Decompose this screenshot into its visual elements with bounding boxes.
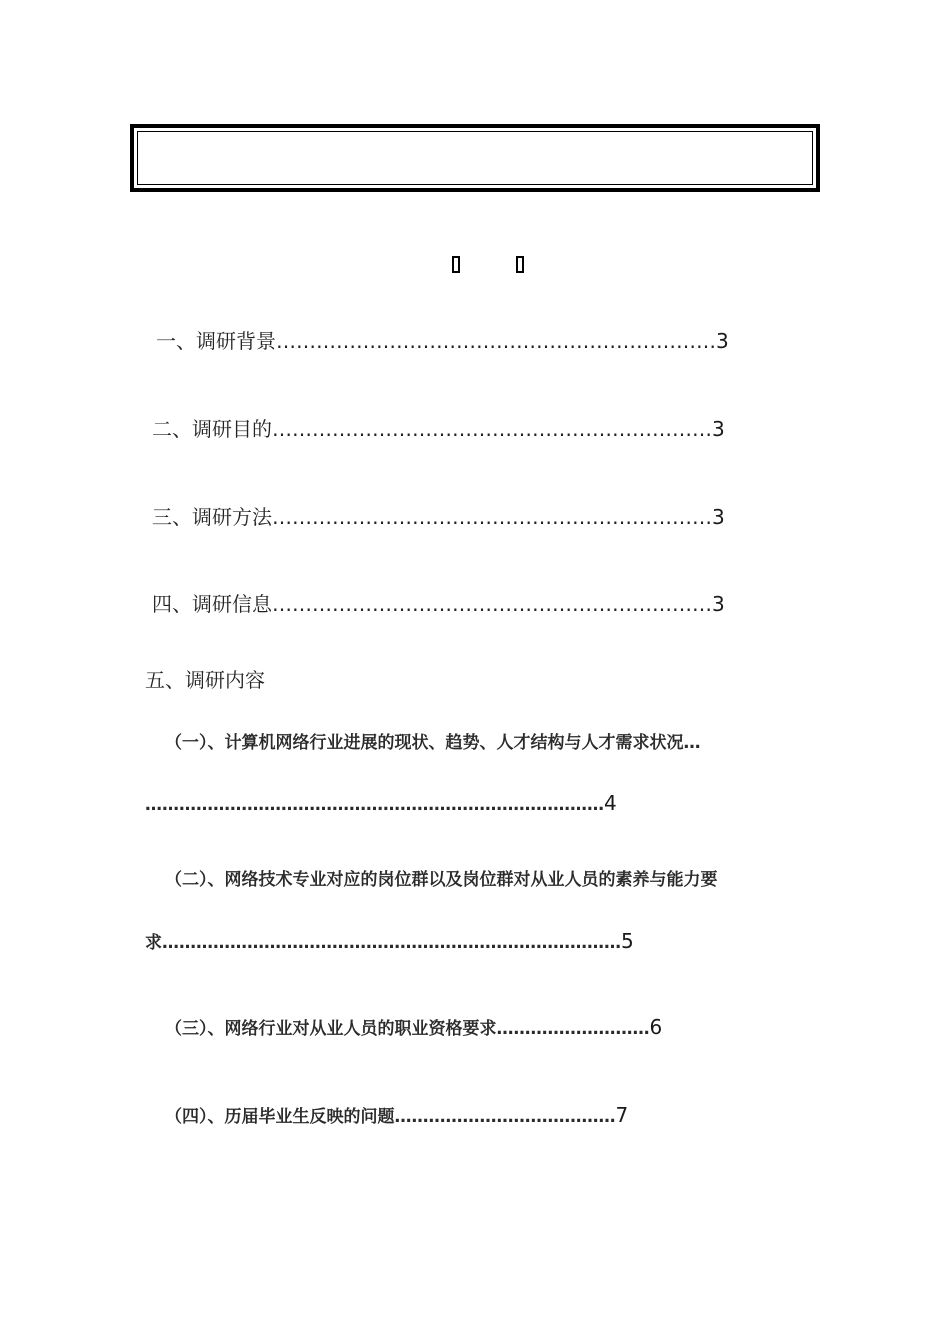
toc-leader-dots: ………………………………………………………………………	[145, 795, 604, 815]
toc-page-number: 3	[716, 329, 729, 353]
toc-page-number: 3	[712, 417, 725, 441]
toc-label: （二）、网络技术专业对应的岗位群以及岗位群对从业人员的素养与能力要	[165, 870, 718, 890]
toc-leader-dots: …………………………………………………………	[272, 592, 712, 616]
title-box	[130, 124, 820, 192]
toc-subitem-4[interactable]	[165, 1102, 628, 1130]
toc-subitem-3[interactable]	[165, 1014, 662, 1042]
toc-page-number: 3	[712, 505, 725, 529]
toc-page-number: 3	[712, 592, 725, 616]
toc-page-number: 6	[649, 1015, 663, 1039]
toc-label: 三、调研方法	[152, 505, 272, 529]
toc-page-number: 5	[621, 929, 634, 953]
toc-label: 五、调研内容	[145, 668, 265, 692]
toc-label: 一、调研背景	[156, 329, 276, 353]
toc-item-content[interactable]	[145, 667, 265, 693]
toc-page-number: 4	[604, 791, 617, 815]
toc-subitem-2-leader[interactable]	[145, 928, 634, 956]
toc-heading	[450, 254, 530, 278]
toc-item-purpose[interactable]	[152, 416, 725, 442]
missing-glyph-icon	[516, 256, 524, 273]
toc-leader-dots: ………………………………………………………………………	[162, 933, 621, 953]
missing-glyph-icon	[452, 256, 460, 273]
toc-leader-dots: …………………………………………………………	[272, 417, 712, 441]
toc-item-info[interactable]	[152, 591, 725, 617]
toc-item-method[interactable]	[152, 504, 725, 530]
toc-item-background[interactable]	[156, 328, 729, 354]
title-box-inner-border	[137, 131, 813, 185]
toc-label: （四）、历届毕业生反映的问题	[165, 1107, 395, 1127]
toc-leader-dots: …………………………………………………………	[272, 505, 712, 529]
toc-leader-dots: …………………………………	[394, 1107, 616, 1127]
toc-subitem-2[interactable]	[165, 867, 718, 893]
toc-label: （三）、网络行业对从业人员的职业资格要求	[165, 1019, 497, 1039]
toc-label: 四、调研信息	[152, 592, 272, 616]
toc-page-number: 7	[615, 1103, 629, 1127]
toc-subitem-1-leader[interactable]	[145, 790, 617, 818]
toc-label-continuation: 求	[145, 933, 162, 953]
toc-subitem-1[interactable]	[165, 730, 701, 756]
toc-label: 二、调研目的	[152, 417, 272, 441]
toc-leader-dots: ………………………	[496, 1019, 650, 1039]
toc-label: （一）、计算机网络行业进展的现状、趋势、人才结构与人才需求状况…	[165, 733, 701, 753]
toc-leader-dots: …………………………………………………………	[276, 329, 716, 353]
